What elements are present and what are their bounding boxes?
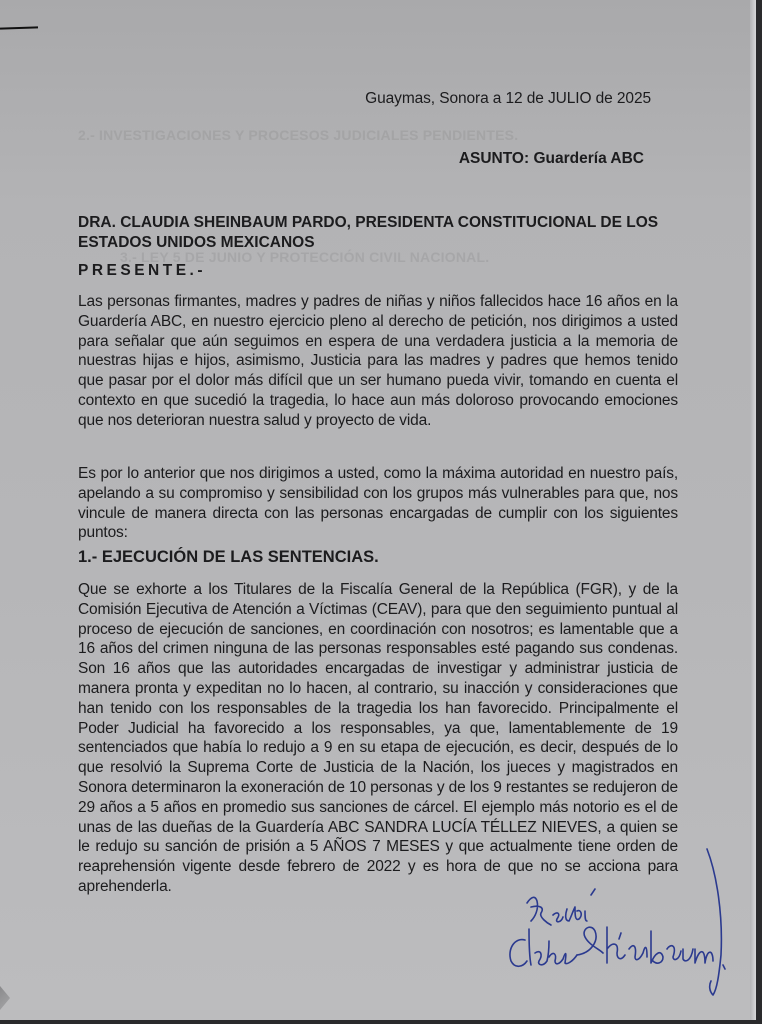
paragraph-request: Es por lo anterior que nos dirigimos a usted, como la máxima autoridad en nuestro país, apelando a su compromiso y sensibilidad con los grupos más vulnerables para que, nos vincule de manera directa con las personas encargadas de cumplir con los siguientes puntos: xyxy=(78,465,678,542)
date-line: Guaymas, Sonora a 12 de JULIO de 2025 xyxy=(365,90,651,107)
handwritten-signature xyxy=(495,845,745,1010)
signature-stroke-recibi xyxy=(553,889,595,922)
show-through-text: 3.- LEY 5 DE JUNIO Y PROTECCIÓN CIVIL NACIONAL. xyxy=(120,249,490,265)
subject-line: ASUNTO: Guardería ABC xyxy=(458,150,644,167)
pen-stroke-mark xyxy=(0,26,38,29)
signature-stroke-claudia xyxy=(510,929,577,966)
signature-stroke-sheinbaum xyxy=(577,927,713,963)
paragraph-intro: Las personas firmantes, madres y padres de niñas y niños fallecidos hace 16 años en la Guardería ABC, en nuestro ejercicio pleno al derecho de petición, nos dirigimos a usted para señalar que aún seguimos en espera de una verdadera justicia a la memoria de nuestras hijas e hijos, asimismo, Justicia para las madres y padres que hemos tenido que pasar por el dolor más difícil que un ser humano pueda vivir, tomando en cuenta el contexto en que sucedió la tragedia, lo hace aun más doloroso provocando emociones que nos deterioran nuestra salud y proyecto de vida. xyxy=(78,293,678,429)
addressee: DRA. CLAUDIA SHEINBAUM PARDO, PRESIDENTA CONSTITUCIONAL DE LOS ESTADOS UNIDOS MEXICANOS xyxy=(78,214,659,251)
show-through-text: 2.- INVESTIGACIONES Y PROCESOS JUDICIALES PENDIENTES. xyxy=(78,127,519,143)
section-body: Que se exhorte a los Titulares de la Fiscalía General de la República (FGR), y de la Comisión Ejecutiva de Atención a Víctimas (CEAV), para que den seguimiento puntual al proceso de ejecución de sanciones, en coordinación con nosotros; es lamentable que a 16 años del crimen ninguna de las personas responsables esté pagando sus condenas. Son 16 años que las autoridades encargadas de investigar y administrar justicia de manera pronta y expeditan no lo hacen, al contrario, su inacción y consideraciones que han tenido con los responsables de la tragedia los han favorecido. Principalmente el Poder Judicial ha favorecido a los responsables, ya que, lamentablemente de 19 sentenciados que había lo redujo a 9 en su etapa de ejecución, es decir, después de lo que resolvió la Suprema Corte de Justicia de la Nación, los jueces y magistrados en Sonora determinaron la exoneración de 10 personas y de los 9 restantes se redujeron de 29 años a 5 años en promedio sus sanciones de cárcel. El ejemplo más notorio es el de unas de las dueñas de la Guardería ABC SANDRA LUCÍA TÉLLEZ NIEVES, a quien se le redujo su sanción de prisión a 5 AÑOS 7 MESES y que actualmente tiene orden de reaprehensión vigente desde febrero de 2022 y es hora de que no se acciona para aprehenderla. xyxy=(78,581,678,895)
page-corner-fold xyxy=(0,986,10,1010)
salutation: PRESENTE.- xyxy=(78,262,207,279)
section-heading: 1.- EJECUCIÓN DE LAS SENTENCIAS. xyxy=(78,548,379,566)
signature-stroke-recibi xyxy=(527,897,551,925)
signature-flourish xyxy=(707,849,725,995)
